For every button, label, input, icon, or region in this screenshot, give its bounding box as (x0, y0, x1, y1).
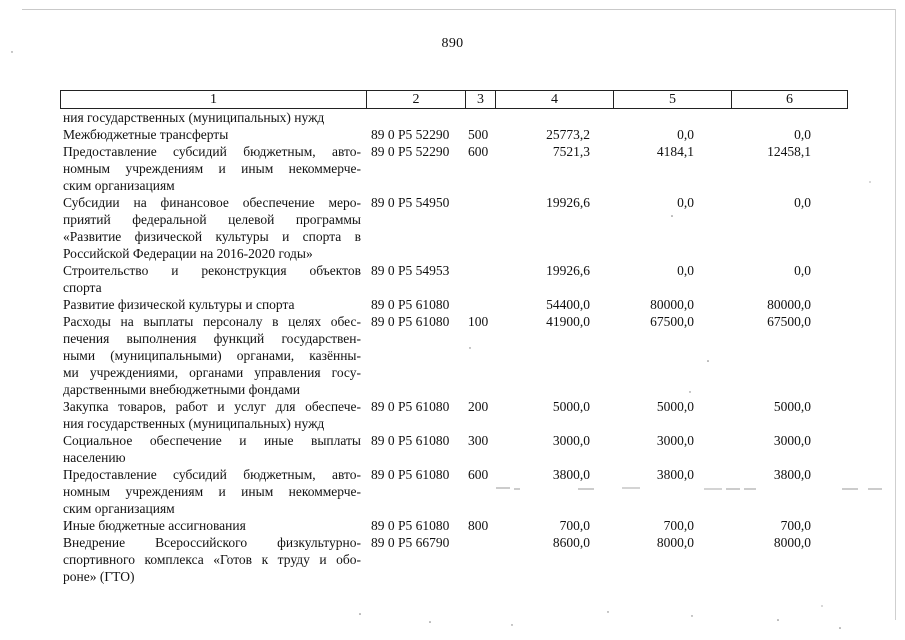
expense-name-line: ским организациям (63, 177, 175, 193)
expense-name-line: Закупка товаров, работ и услуг для обеспече- (63, 399, 361, 414)
expense-name-line: Предоставление субсидий бюджетным, авто- (63, 467, 361, 482)
amount-year-3: 0,0 (794, 263, 811, 278)
expense-name-line: печения выполнения функций государствен- (63, 330, 361, 346)
amount-year-2: 700,0 (663, 518, 694, 533)
amount-year-2: 0,0 (677, 195, 694, 210)
amount-year-1: 3000,0 (552, 433, 590, 448)
page-number: 890 (441, 36, 464, 51)
amount-year-3: 3800,0 (773, 467, 811, 482)
expense-name-line: ными (муниципальными) органами, казённы- (63, 347, 361, 363)
expense-type-code: 800 (468, 518, 489, 533)
expense-name-line: Развитие физической культуры и спорта (63, 297, 295, 312)
expense-type-code: 600 (468, 467, 489, 482)
expense-name-line: Внедрение Всероссийского физкультурно- (63, 535, 361, 550)
expense-name-line: приятий федеральной целевой программы (63, 211, 361, 227)
amount-year-1: 19926,6 (546, 263, 590, 278)
amount-year-2: 5000,0 (656, 399, 694, 414)
amount-year-1: 5000,0 (552, 399, 590, 414)
header-col-2: 2 (367, 91, 466, 109)
expense-name-line: Предоставление субсидий бюджетным, авто- (63, 144, 361, 159)
amount-year-1: 54400,0 (546, 297, 590, 312)
amount-year-3: 8000,0 (773, 535, 811, 550)
expense-name-line: номным учреждениям и иным некоммерче- (63, 160, 361, 176)
amount-year-2: 3000,0 (656, 433, 694, 448)
amount-year-3: 12458,1 (767, 144, 811, 159)
expense-type-code: 600 (468, 144, 489, 159)
amount-year-1: 41900,0 (546, 314, 590, 329)
amount-year-1: 3800,0 (552, 467, 590, 482)
amount-year-3: 0,0 (794, 195, 811, 210)
expense-name-line: номным учреждениям и иным некоммерче- (63, 483, 361, 499)
expense-name-line: «Развитие физической культуры и спорта в (63, 228, 361, 244)
target-article-code: 89 0 P5 61080 (371, 314, 450, 329)
expense-type-code: 500 (468, 127, 489, 142)
expense-name-line: Строительство и реконструкция объектов (63, 263, 361, 278)
amount-year-3: 5000,0 (773, 399, 811, 414)
expense-name-line: Субсидии на финансовое обеспечение меро- (63, 195, 361, 210)
target-article-code: 89 0 P5 61080 (371, 467, 450, 482)
amount-year-1: 8600,0 (552, 535, 590, 550)
target-article-code: 89 0 P5 61080 (371, 518, 450, 533)
expense-name-line: спорта (63, 279, 102, 295)
target-article-code: 89 0 P5 52290 (371, 144, 450, 159)
amount-year-2: 4184,1 (656, 144, 694, 159)
target-article-code: 89 0 P5 52290 (371, 127, 450, 142)
expense-name-line: роне» (ГТО) (63, 568, 135, 584)
amount-year-1: 25773,2 (546, 127, 590, 142)
header-col-6: 6 (732, 91, 848, 109)
expense-name-line: Социальное обеспечение и иные выплаты (63, 433, 361, 448)
amount-year-2: 0,0 (677, 263, 694, 278)
amount-year-2: 3800,0 (656, 467, 694, 482)
expense-type-code: 300 (468, 433, 489, 448)
target-article-code: 89 0 P5 54953 (371, 263, 450, 278)
expense-name-line: населению (63, 449, 126, 465)
expense-name-line: ния государственных (муниципальных) нужд (63, 415, 325, 431)
expense-type-code: 100 (468, 314, 489, 329)
expense-type-code: 200 (468, 399, 489, 414)
target-article-code: 89 0 P5 66790 (371, 535, 450, 550)
header-col-4: 4 (496, 91, 614, 109)
expense-name-line: Межбюджетные трансферты (63, 127, 229, 142)
header-col-5: 5 (614, 91, 732, 109)
amount-year-2: 80000,0 (650, 297, 694, 312)
target-article-code: 89 0 P5 61080 (371, 297, 450, 312)
expense-name-line: Российской Федерации на 2016-2020 годы» (63, 245, 313, 261)
expense-name-line: ми учреждениями, органами управления госу- (63, 364, 361, 380)
amount-year-1: 700,0 (559, 518, 590, 533)
target-article-code: 89 0 P5 61080 (371, 433, 450, 448)
amount-year-1: 7521,3 (552, 144, 590, 159)
expense-name-line: Расходы на выплаты персоналу в целях обес- (63, 314, 361, 329)
amount-year-3: 700,0 (780, 518, 811, 533)
expense-name-line: спортивного комплекса «Готов к труду и обо- (63, 551, 361, 567)
expense-name-line: Иные бюджетные ассигнования (63, 518, 246, 533)
amount-year-3: 3000,0 (773, 433, 811, 448)
header-col-1: 1 (61, 91, 367, 109)
expense-name-line: ским организациям (63, 500, 175, 516)
expense-name-line: ния государственных (муниципальных) нужд (63, 110, 325, 125)
amount-year-2: 8000,0 (656, 535, 694, 550)
amount-year-3: 0,0 (794, 127, 811, 142)
amount-year-3: 80000,0 (767, 297, 811, 312)
header-col-3: 3 (466, 91, 496, 109)
amount-year-2: 67500,0 (650, 314, 694, 329)
amount-year-2: 0,0 (677, 127, 694, 142)
amount-year-1: 19926,6 (546, 195, 590, 210)
target-article-code: 89 0 P5 61080 (371, 399, 450, 414)
amount-year-3: 67500,0 (767, 314, 811, 329)
expense-name-line: дарственными внебюджетными фондами (63, 381, 301, 397)
target-article-code: 89 0 P5 54950 (371, 195, 450, 210)
